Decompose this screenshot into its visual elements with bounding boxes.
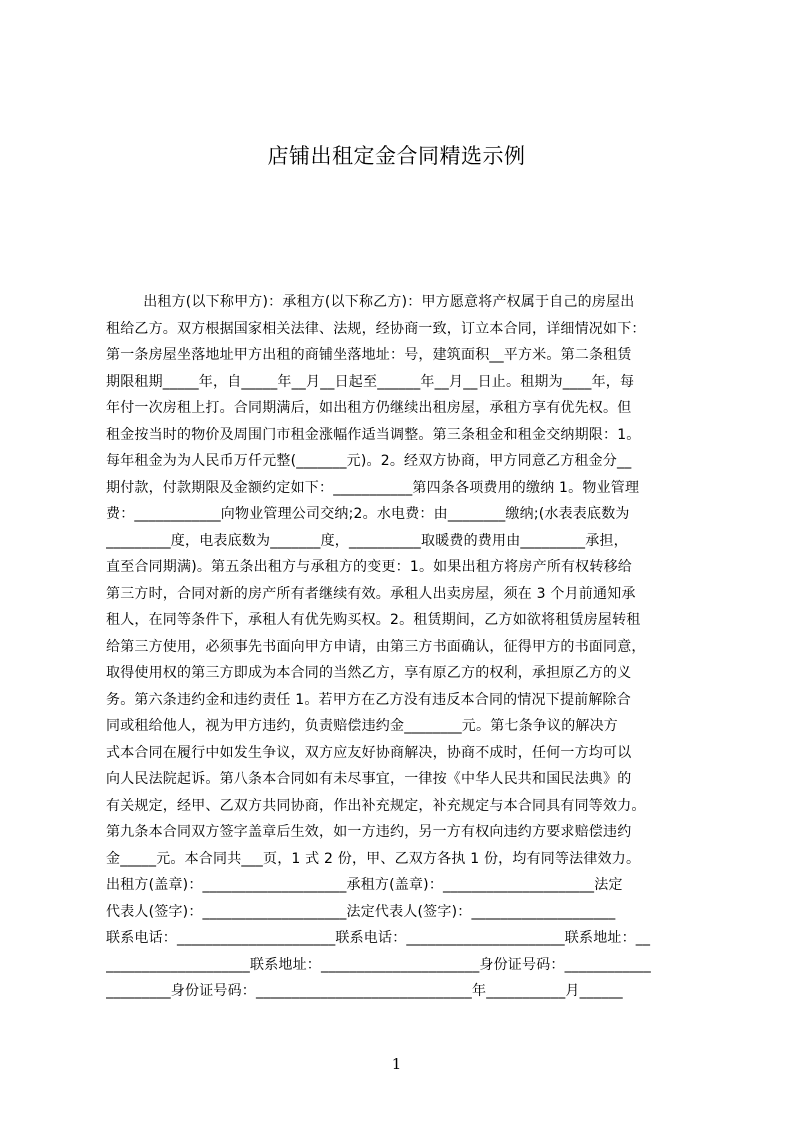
body-line: 金_____元。本合同共___页，1 式 2 份，甲、乙双方各执 1 份，均有同等法律效力。	[106, 850, 641, 867]
body-line: _________度，电表底数为_______度，__________取暖费的费用由_________承担，	[106, 532, 628, 549]
body-line: 务。第六条违约金和违约责任 1。若甲方在乙方没有违反本合同的情况下提前解除合	[106, 691, 631, 708]
signature-line: 联系电话：______________________联系电话：______________________联系地址：__	[106, 930, 651, 946]
page-number: 1	[391, 1055, 402, 1073]
body-line: 给第三方使用，必须事先书面向甲方申请，由第三方书面确认，征得甲方的书面同意，	[106, 638, 646, 655]
signature-line: 代表人(签字)：____________________法定代表人(签字)：____________________	[106, 903, 616, 920]
signature-line: 出租方(盖章)：____________________承租方(盖章)：_____________________法定	[106, 877, 623, 893]
body-line: 取得使用权的第三方即成为本合同的当然乙方，享有原乙方的权利，承担原乙方的义	[106, 665, 632, 681]
body-line: 期限租期_____年，自_____年__月__日起至______年__月__日止。租期为____年，每	[106, 373, 635, 390]
body-line: 有关规定，经甲、乙双方共同协商，作出补充规定，补充规定与本合同具有同等效力。	[106, 797, 646, 814]
body-line: 直至合同期满)。第五条出租方与承租方的变更：1。如果出租方将房产所有权转移给	[106, 559, 632, 575]
body-line: 向人民法院起诉。第八条本合同如有未尽事宜，一律按《中华人民共和国民法典》的	[106, 771, 632, 787]
body-line: 每年租金为为人民币万仟元整(_______元)。2。经双方协商，甲方同意乙方租金分__	[106, 453, 632, 469]
body-line: 第一条房屋坐落地址甲方出租的商铺坐落地址：号，建筑面积__平方米。第二条租赁	[106, 347, 632, 363]
body-line: 同或租给他人，视为甲方违约，负责赔偿违约金________元。第七条争议的解决方	[106, 718, 618, 734]
body-line: 期付款，付款期限及金额约定如下：___________第四条各项费用的缴纳 1。物业管理	[106, 479, 640, 496]
body-line: 第九条本合同双方签字盖章后生效，如一方违约，另一方有权向违约方要求赔偿违约	[106, 824, 632, 840]
body-line: 租金按当时的物价及周围门市租金涨幅作适当调整。第三条租金和租金交纳期限：1。	[106, 426, 641, 443]
body-line: 出租方(以下称甲方)：承租方(以下称乙方)：甲方愿意将产权属于自己的房屋出	[106, 294, 635, 310]
signature-line: _________身份证号码：______________________________年___________月______	[106, 983, 623, 999]
body-line: 费：____________向物业管理公司交纳;2。水电费：由________缴纳;(水表表底数为	[106, 506, 630, 522]
body-line: 式本合同在履行中如发生争议，双方应友好协商解决，协商不成时，任何一方均可以	[106, 744, 632, 761]
body-line: 租给乙方。双方根据国家相关法律、法规，经协商一致，订立本合同，详细情况如下：	[106, 320, 646, 337]
signature-line: ____________________联系地址：______________________身份证号码：____________	[106, 956, 651, 973]
page-title: 店铺出租定金合同精选示例	[267, 144, 526, 168]
body-line: 租人，在同等条件下，承租人有优先购买权。2。租赁期间，乙方如欲将租赁房屋转租	[106, 612, 641, 628]
contract-body	[106, 289, 700, 1005]
body-line: 年付一次房租上打。合同期满后，如出租方仍继续出租房屋，承租方享有优先权。但	[106, 400, 632, 416]
body-line: 第三方时，合同对新的房产所有者继续有效。承租人出卖房屋，须在 3 个月前通知承	[106, 585, 636, 602]
